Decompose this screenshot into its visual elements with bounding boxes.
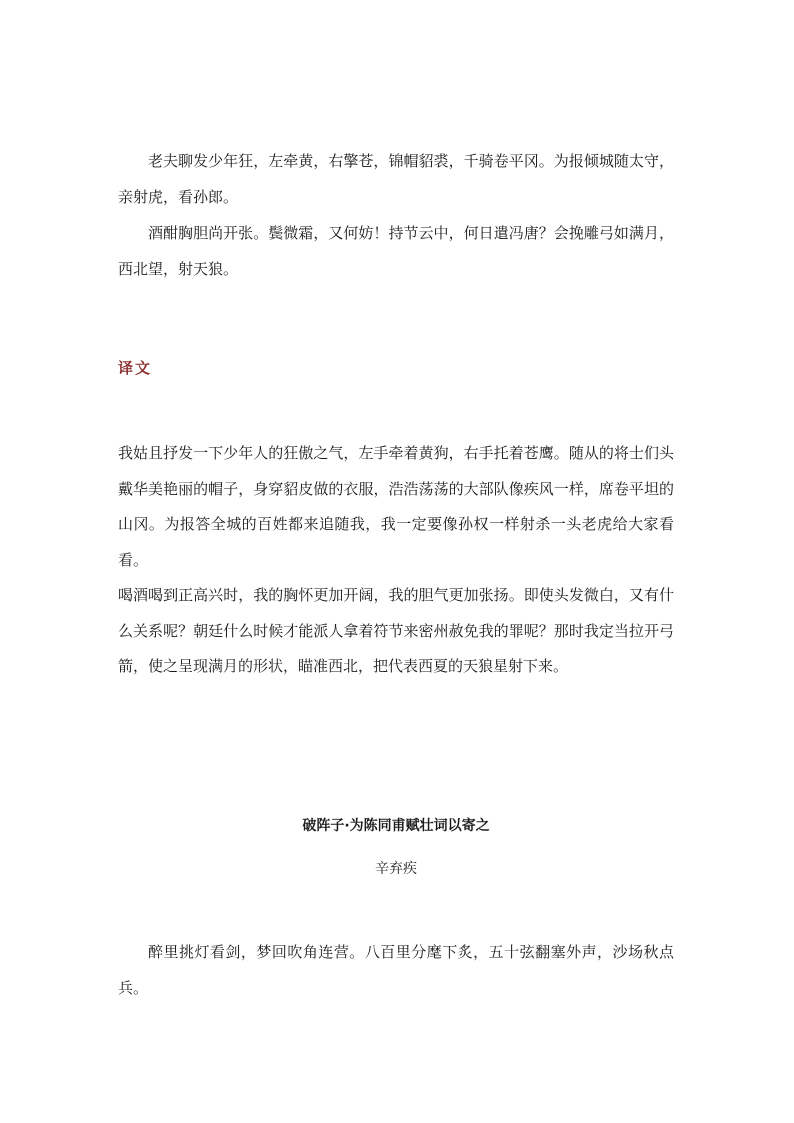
poem-title: 破阵子·为陈同甫赋壮词以寄之 [302, 818, 490, 834]
translation-heading: 译文 [118, 359, 153, 377]
poem-stanza-2: 酒酣胸胆尚开张。鬓微霜，又何妨！持节云中，何日遣冯唐？会挽雕弓如满月，西北望，射天狼。 [118, 224, 674, 278]
poem-text-jiangchengzi [118, 143, 674, 287]
translation-paragraph-2: 喝酒喝到正高兴时，我的胸怀更加开阔，我的胆气更加张扬。即使头发微白，又有什么关系呢？朝廷什么时候才能派人拿着符节来密州赦免我的罪呢？那时我定当拉开弓箭，使之呈现满月的形状，瞄准西北，把代表西夏的天狼星射下来。 [118, 586, 674, 675]
poem-text-pozhenzi [118, 934, 674, 1006]
poem-author: 辛弃疾 [375, 861, 417, 877]
poem-stanza-1: 醉里挑灯看剑，梦回吹角连营。八百里分麾下炙，五十弦翻塞外声，沙场秋点兵。 [118, 943, 674, 997]
translation-paragraph-1: 我姑且抒发一下少年人的狂傲之气，左手牵着黄狗，右手托着苍鹰。随从的将士们头戴华美艳丽的帽子，身穿貂皮做的衣服，浩浩荡荡的大部队像疾风一样，席卷平坦的山冈。为报答全城的百姓都来追随我，我一定要像孙权一样射杀一头老虎给大家看看。 [118, 444, 674, 569]
translation-text [118, 436, 674, 685]
poem-stanza-1: 老夫聊发少年狂，左牵黄，右擎苍，锦帽貂裘，千骑卷平冈。为报倾城随太守，亲射虎，看孙郎。 [118, 152, 674, 206]
